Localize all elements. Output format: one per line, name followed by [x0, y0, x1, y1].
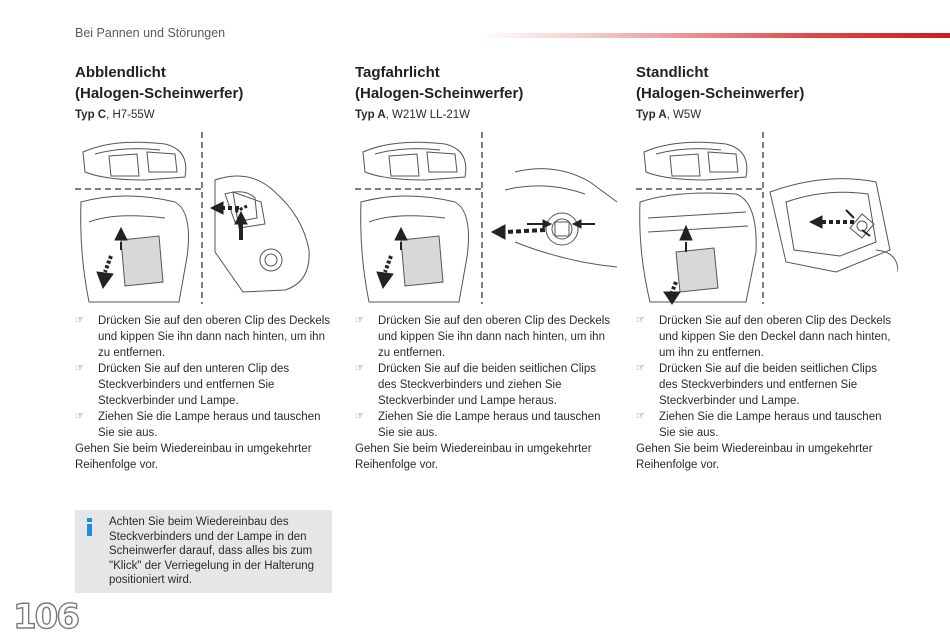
instruction-text: Ziehen Sie die Lampe heraus und tauschen Sie sie aus. — [98, 411, 321, 439]
instruction-list — [636, 313, 898, 473]
closing-note: Gehen Sie beim Wiedereinbau in umgekehrter Reihenfolge vor. — [636, 443, 873, 471]
instruction-step — [355, 361, 617, 409]
pointing-hand-icon: ☞ — [636, 411, 645, 422]
bulb-type — [355, 109, 617, 123]
section-title — [636, 62, 898, 104]
pointing-hand-icon: ☞ — [355, 363, 364, 374]
section-title-line1: Tagfahrlicht — [355, 64, 440, 81]
instruction-step — [636, 409, 898, 441]
section-title — [355, 62, 617, 104]
instruction-text: Drücken Sie auf die beiden seitlichen Clips des Steckverbinders und ziehen Sie Steckverbinder und Lampe heraus. — [378, 363, 596, 407]
column-low-beam — [75, 62, 337, 471]
info-icon — [85, 518, 95, 536]
section-title-line1: Standlicht — [636, 64, 709, 81]
header-accent-bar — [478, 33, 950, 38]
pointing-hand-icon: ☞ — [355, 411, 364, 422]
instruction-step — [636, 313, 898, 361]
bulb-type-value: , W5W — [666, 109, 702, 121]
bulb-type — [636, 109, 898, 123]
header-section-title: Bei Pannen und Störungen — [75, 26, 226, 40]
pointing-hand-icon: ☞ — [355, 315, 364, 326]
instruction-list — [355, 313, 617, 473]
info-note-text: Achten Sie beim Wiedereinbau des Steckverbinders und der Lampe in den Scheinwerfer darauf, dass alles bis zum "Klick" der Verriegelung in der Halterung positioniert wird. — [109, 516, 315, 586]
section-title-line1: Abblendlicht — [75, 64, 166, 81]
instruction-step — [355, 409, 617, 441]
instruction-step — [75, 361, 337, 409]
page-number: 106 — [13, 597, 78, 637]
instruction-text: Ziehen Sie die Lampe heraus und tauschen Sie sie aus. — [659, 411, 882, 439]
section-title-line2: (Halogen-Scheinwerfer) — [636, 85, 805, 102]
closing-note: Gehen Sie beim Wiedereinbau in umgekehrter Reihenfolge vor. — [75, 443, 312, 471]
instruction-step — [355, 313, 617, 361]
pointing-hand-icon: ☞ — [75, 411, 84, 422]
section-title-line2: (Halogen-Scheinwerfer) — [75, 85, 244, 102]
low-beam-bulb-removal-diagram — [75, 132, 337, 307]
instruction-list — [75, 313, 337, 473]
bulb-type-value: , H7-55W — [106, 109, 155, 121]
bulb-type-label: Typ C — [75, 109, 107, 121]
closing-note: Gehen Sie beim Wiedereinbau in umgekehrter Reihenfolge vor. — [355, 443, 592, 471]
section-title-line2: (Halogen-Scheinwerfer) — [355, 85, 524, 102]
instruction-text: Drücken Sie auf den oberen Clip des Deckels und kippen Sie ihn dann nach hinten, um ihn zu entfernen. — [378, 315, 611, 359]
instruction-step — [75, 409, 337, 441]
column-position-light — [636, 62, 898, 471]
instruction-text: Drücken Sie auf den oberen Clip des Deckels und kippen Sie den Deckel dann nach hinten, um ihn zu entfernen. — [659, 315, 892, 359]
column-daytime-light — [355, 62, 617, 471]
pointing-hand-icon: ☞ — [75, 315, 84, 326]
pointing-hand-icon: ☞ — [75, 363, 84, 374]
section-title — [75, 62, 337, 104]
info-note-box — [75, 510, 332, 593]
instruction-step — [636, 361, 898, 409]
instruction-text: Drücken Sie auf den oberen Clip des Deckels und kippen Sie ihn dann nach hinten, um ihn zu entfernen. — [98, 315, 331, 359]
bulb-type-label: Typ A — [355, 109, 386, 121]
bulb-type-label: Typ A — [636, 109, 667, 121]
instruction-text: Drücken Sie auf den unteren Clip des Steckverbinders und entfernen Sie Steckverbinder und Lampe. — [98, 363, 290, 407]
bulb-type-value: , W21W LL-21W — [385, 109, 471, 121]
instruction-text: Ziehen Sie die Lampe heraus und tauschen Sie sie aus. — [378, 411, 601, 439]
instruction-step — [75, 313, 337, 361]
pointing-hand-icon: ☞ — [636, 315, 645, 326]
position-light-bulb-removal-diagram — [636, 132, 898, 307]
daytime-light-bulb-removal-diagram — [355, 132, 617, 307]
bulb-type — [75, 109, 337, 123]
instruction-text: Drücken Sie auf die beiden seitlichen Clips des Steckverbinders und entfernen Sie Steckverbinder und Lampe. — [659, 363, 877, 407]
pointing-hand-icon: ☞ — [636, 363, 645, 374]
